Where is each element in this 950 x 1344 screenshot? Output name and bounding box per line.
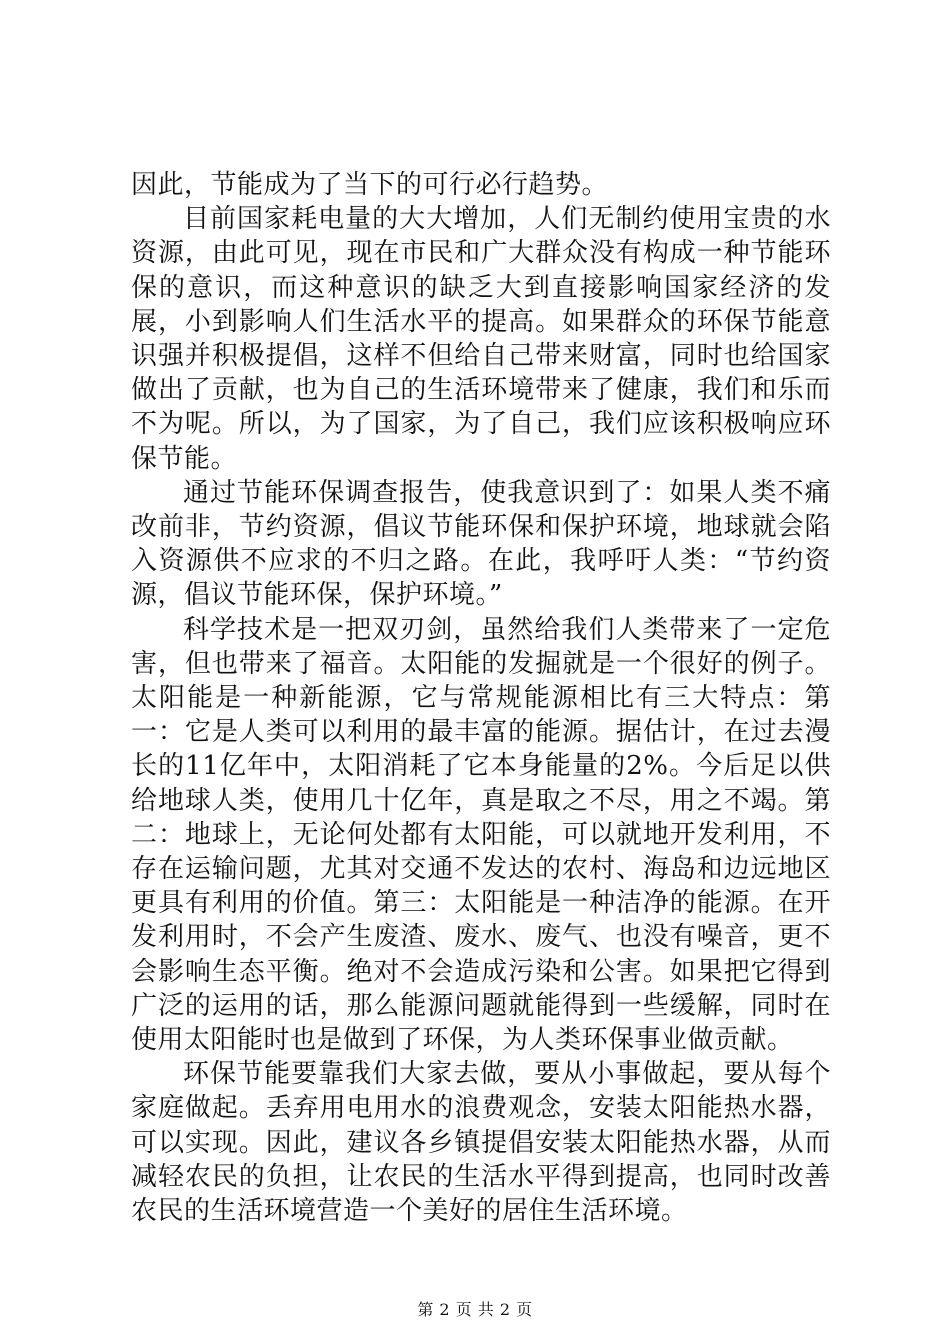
paragraph-electricity-consumption: 目前国家耗电量的大大增加，人们无制约使用宝贵的水资源，由此可见，现在市民和广大群众没有构成一种节能环保的意识，而这种意识的缺乏大到直接影响国家经济的发展，小到影响人们生活水平的提高。如果群众的环保节能意识强并积极提倡，这样不但给自己带来财富，同时也给国家做出了贡献，也为自己的生活环境带来了健康，我们和乐而不为呢。所以，为了国家，为了自己，我们应该积极响应环保节能。 bbox=[131, 204, 831, 474]
document-body bbox=[131, 168, 831, 1228]
paragraph-solar-energy: 科学技术是一把双刃剑，虽然给我们人类带来了一定危害，但也带来了福音。太阳能的发掘就是一个很好的例子。太阳能是一种新能源，它与常规能源相比有三大特点：第一：它是人类可以利用的最丰富的能源。据估计，在过去漫长的11亿年中，太阳消耗了它本身能量的2%。今后足以供给地球人类，使用几十亿年，真是取之不尽，用之不竭。第二：地球上，无论何处都有太阳能，可以就地开发利用，不存在运输问题，尤其对交通不发达的农村、海岛和边远地区更具有利用的价值。第三：太阳能是一种洁净的能源。在开发利用时，不会产生废渣、废水、废气、也没有噪音，更不会影响生态平衡。绝对不会造成污染和公害。如果把它得到广泛的运用的话，那么能源问题就能得到一些缓解，同时在使用太阳能时也是做到了环保，为人类环保事业做贡献。 bbox=[131, 614, 831, 1056]
paragraph-continuation: 因此，节能成为了当下的可行必行趋势。 bbox=[131, 170, 609, 200]
paragraph-survey-report: 通过节能环保调查报告，使我意识到了：如果人类不痛改前非，节约资源，倡议节能环保和保护环境，地球就会陷入资源供不应求的不归之路。在此，我呼吁人类：“节约资源，倡议节能环保，保护环境。” bbox=[131, 477, 831, 611]
paragraph-energy-saving-proposal: 环保节能要靠我们大家去做，要从小事做起，要从每个家庭做起。丢弃用电用水的浪费观念，安装太阳能热水器，可以实现。因此，建议各乡镇提倡安装太阳能热水器，从而减轻农民的负担，让农民的生活水平得到提高，也同时改善农民的生活环境营造一个美好的居住生活环境。 bbox=[131, 1059, 831, 1227]
page-number-footer: 第 2 页 共 2 页 bbox=[417, 1300, 533, 1319]
